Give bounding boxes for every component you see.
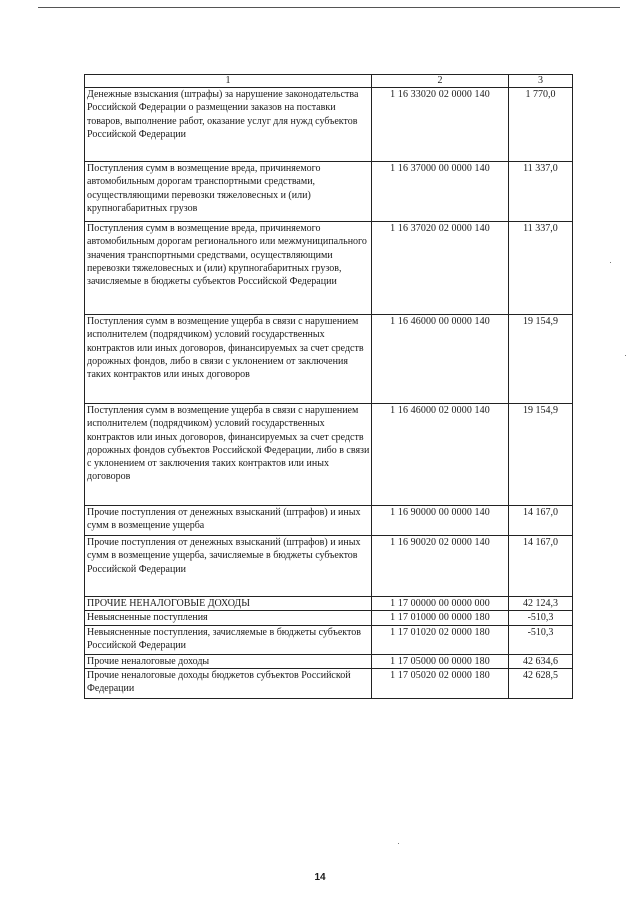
- row-amount: 11 337,0: [509, 222, 573, 315]
- row-code: 1 17 01000 00 0000 180: [372, 611, 509, 625]
- row-name: Прочие неналоговые доходы бюджетов субъектов Российской Федерации: [85, 668, 372, 698]
- page-number: 14: [314, 872, 326, 883]
- row-amount: 42 124,3: [509, 597, 573, 611]
- row-code: 1 16 90000 00 0000 140: [372, 506, 509, 536]
- row-amount: -510,3: [509, 611, 573, 625]
- row-code: 1 16 46000 02 0000 140: [372, 404, 509, 506]
- row-amount: 42 634,6: [509, 654, 573, 668]
- table-row: [85, 611, 573, 625]
- revenue-table: [84, 74, 573, 699]
- table-row: [85, 625, 573, 654]
- row-code: 1 16 37020 02 0000 140: [372, 222, 509, 315]
- row-amount: 1 770,0: [509, 88, 573, 162]
- table-row: [85, 404, 573, 506]
- row-name: Невыясненные поступления, зачисляемые в бюджеты субъектов Российской Федерации: [85, 625, 372, 654]
- row-name: Невыясненные поступления: [85, 611, 372, 625]
- column-header-1: 1: [85, 75, 372, 88]
- row-name: Прочие неналоговые доходы: [85, 654, 372, 668]
- row-name: Поступления сумм в возмещение ущерба в связи с нарушением исполнителем (подрядчиком) условий государственных контрактов или иных договоров, финансируемых за счет средств дорожных фондов, либо в связи с уклонением от заключения таких контрактов или иных договоров: [85, 315, 372, 404]
- column-header-2: 2: [372, 75, 509, 88]
- row-amount: 14 167,0: [509, 506, 573, 536]
- row-amount: 19 154,9: [509, 404, 573, 506]
- table-row: [85, 654, 573, 668]
- row-code: 1 17 01020 02 0000 180: [372, 625, 509, 654]
- document-page: [84, 74, 572, 699]
- scan-speck: [610, 262, 611, 263]
- row-code: 1 17 05000 00 0000 180: [372, 654, 509, 668]
- row-name: Прочие поступления от денежных взысканий (штрафов) и иных сумм в возмещение ущерба, зачисляемые в бюджеты субъектов Российской Федерации: [85, 536, 372, 597]
- table-row: [85, 506, 573, 536]
- row-amount: 11 337,0: [509, 162, 573, 222]
- row-code: 1 16 90020 02 0000 140: [372, 536, 509, 597]
- row-name: Денежные взыскания (штрафы) за нарушение законодательства Российской Федерации о размещении заказов на поставки товаров, выполнение работ, оказание услуг для нужд субъектов Российской Федерации: [85, 88, 372, 162]
- row-code: 1 17 00000 00 0000 000: [372, 597, 509, 611]
- row-amount: 19 154,9: [509, 315, 573, 404]
- row-name: Поступления сумм в возмещение ущерба в связи с нарушением исполнителем (подрядчиком) условий государственных контрактов или иных договоров, финансируемых за счет средств дорожных фондов субъектов Российской Федерации, либо в связи с уклонением от заключения таких контрактов или иных договоров: [85, 404, 372, 506]
- scan-speck: [625, 355, 626, 356]
- row-amount: -510,3: [509, 625, 573, 654]
- row-name: ПРОЧИЕ НЕНАЛОГОВЫЕ ДОХОДЫ: [85, 597, 372, 611]
- row-code: 1 16 46000 00 0000 140: [372, 315, 509, 404]
- top-scan-rule: [38, 7, 620, 8]
- row-code: 1 16 37000 00 0000 140: [372, 162, 509, 222]
- row-code: 1 17 05020 02 0000 180: [372, 668, 509, 698]
- row-code: 1 16 33020 02 0000 140: [372, 88, 509, 162]
- row-name: Поступления сумм в возмещение вреда, причиняемого автомобильным дорогам транспортными средствами, осуществляющими перевозки тяжеловесных и (или) крупногабаритных грузов: [85, 162, 372, 222]
- table-row: [85, 222, 573, 315]
- table-header-row: [85, 75, 573, 88]
- column-header-3: 3: [509, 75, 573, 88]
- table-row: [85, 668, 573, 698]
- table-row: [85, 536, 573, 597]
- row-amount: 42 628,5: [509, 668, 573, 698]
- table-row: [85, 597, 573, 611]
- table-row: [85, 315, 573, 404]
- table-row: [85, 162, 573, 222]
- scan-speck: [398, 843, 399, 844]
- row-name: Поступления сумм в возмещение вреда, причиняемого автомобильным дорогам регионального или межмуниципального значения транспортными средствами, осуществляющими перевозки тяжеловесных и (или) крупногабаритных грузов, зачисляемые в бюджеты субъектов Российской Федерации: [85, 222, 372, 315]
- table-row: [85, 88, 573, 162]
- row-amount: 14 167,0: [509, 536, 573, 597]
- row-name: Прочие поступления от денежных взысканий (штрафов) и иных сумм в возмещение ущерба: [85, 506, 372, 536]
